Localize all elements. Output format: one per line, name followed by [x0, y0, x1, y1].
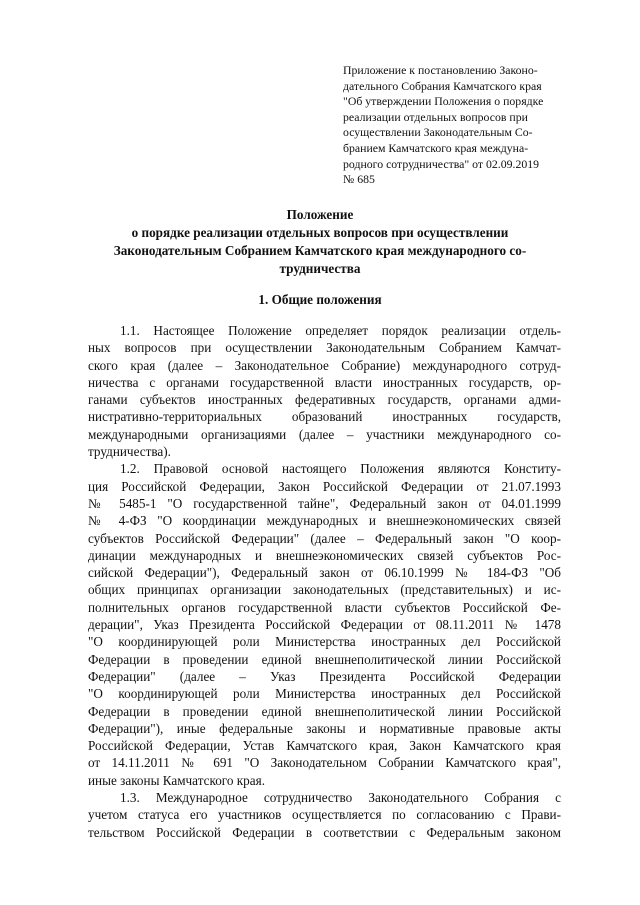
paragraph-line: Федерации" (далее – Указ Президента Российской Федерации — [88, 668, 561, 684]
appendix-line: "Об утверждении Положения о порядке — [343, 94, 544, 109]
paragraph-line: трудничества). — [88, 444, 171, 460]
paragraph-line: Российской Федерации, Устав Камчатского края, Закон Камчатского края — [88, 738, 561, 754]
appendix-line: бранием Камчатского края междуна- — [343, 140, 529, 155]
appendix-line: № 685 — [343, 172, 375, 187]
appendix-line: реализации отдельных вопросов при — [343, 109, 528, 124]
paragraph-line: ганами субъектов иностранных федеративных государств, органами адми- — [88, 392, 561, 408]
paragraph-line: от 14.11.2011 № 691 "О Законодательном Собрании Камчатского края", — [88, 755, 561, 771]
paragraph-line: ция Российской Федерации, Закон Российской Федерации от 21.07.1993 — [88, 478, 561, 494]
appendix-line: дательного Собрания Камчатского края — [343, 78, 542, 93]
appendix-line: родного сотрудничества" от 02.09.2019 — [343, 156, 540, 171]
paragraph-line: международными организациями (далее – участники международного со- — [88, 426, 561, 442]
body-text — [88, 322, 561, 841]
paragraph-line: ничества с органами государственной власти иностранных государств, ор- — [88, 374, 561, 390]
paragraph-line: № 5485-1 "О государственной тайне", Федеральный закон от 04.01.1999 — [88, 495, 561, 511]
paragraph-line: учетом статуса его участников осуществляется по согласованию с Прави- — [88, 807, 561, 823]
paragraph-line: тельством Российской Федерации в соответствии с Федеральным законом — [88, 824, 561, 840]
paragraph-line: "О координирующей роли Министерства иностранных дел Российской — [88, 634, 561, 650]
paragraph-line: ского края (далее – Законодательное Собрание) международного сотруд- — [88, 357, 561, 373]
paragraph-line: ных вопросов при осуществлении Законодательным Собранием Камчат- — [88, 340, 561, 356]
paragraph-line: № 4-ФЗ "О координации международных и внешнеэкономических связей — [88, 513, 561, 529]
paragraph-line: иные законы Камчатского края. — [88, 772, 265, 788]
paragraph — [88, 322, 561, 460]
paragraph — [88, 460, 561, 789]
paragraph-line: 1.3. Международное сотрудничество Законодательного Собрания с — [120, 790, 561, 806]
paragraph-line: Федерации"), иные федеральные законы и нормативные правовые акты — [88, 720, 561, 736]
paragraph-line: Федерации в проведении единой внешнеполитической линии Российской — [88, 703, 561, 719]
title-line: о порядке реализации отдельных вопросов при осуществлении — [131, 225, 509, 240]
paragraph — [88, 789, 561, 841]
document-title — [70, 206, 570, 278]
title-line: Законодательным Собранием Камчатского края международного со- — [113, 243, 527, 258]
paragraph-line: Федерации в проведении единой внешнеполитической линии Российской — [88, 651, 561, 667]
paragraph-line: 1.2. Правовой основой настоящего Положения являются Конститу- — [120, 461, 561, 477]
title-line: трудничества — [279, 261, 361, 276]
paragraph-line: субъектов Российской Федерации" (далее – Федеральный закон "О коор- — [88, 530, 561, 546]
paragraph-line: нистративно-территориальных образований иностранных государств, — [88, 409, 561, 425]
paragraph-line: общих принципах организации законодательных (представительных) и ис- — [88, 582, 561, 598]
paragraph-line: "О координирующей роли Министерства иностранных дел Российской — [88, 686, 561, 702]
section-heading: 1. Общие положения — [258, 292, 382, 307]
paragraph-line: дерации", Указ Президента Российской Федерации от 08.11.2011 № 1478 — [88, 617, 561, 633]
appendix-line: Приложение к постановлению Законо- — [343, 63, 538, 77]
paragraph-line: 1.1. Настоящее Положение определяет порядок реализации отдель- — [120, 323, 561, 338]
title-line: Положение — [286, 207, 354, 222]
appendix-note — [343, 63, 563, 188]
appendix-line: осуществлении Законодательным Со- — [343, 125, 533, 140]
paragraph-line: полнительных органов государственной власти субъектов Российской Фе- — [88, 599, 561, 615]
paragraph-line: сийской Федерации"), Федеральный закон от 06.10.1999 № 184-ФЗ "Об — [88, 565, 561, 581]
paragraph-line: динации международных и внешнеэкономических связей субъектов Рос- — [88, 547, 561, 563]
